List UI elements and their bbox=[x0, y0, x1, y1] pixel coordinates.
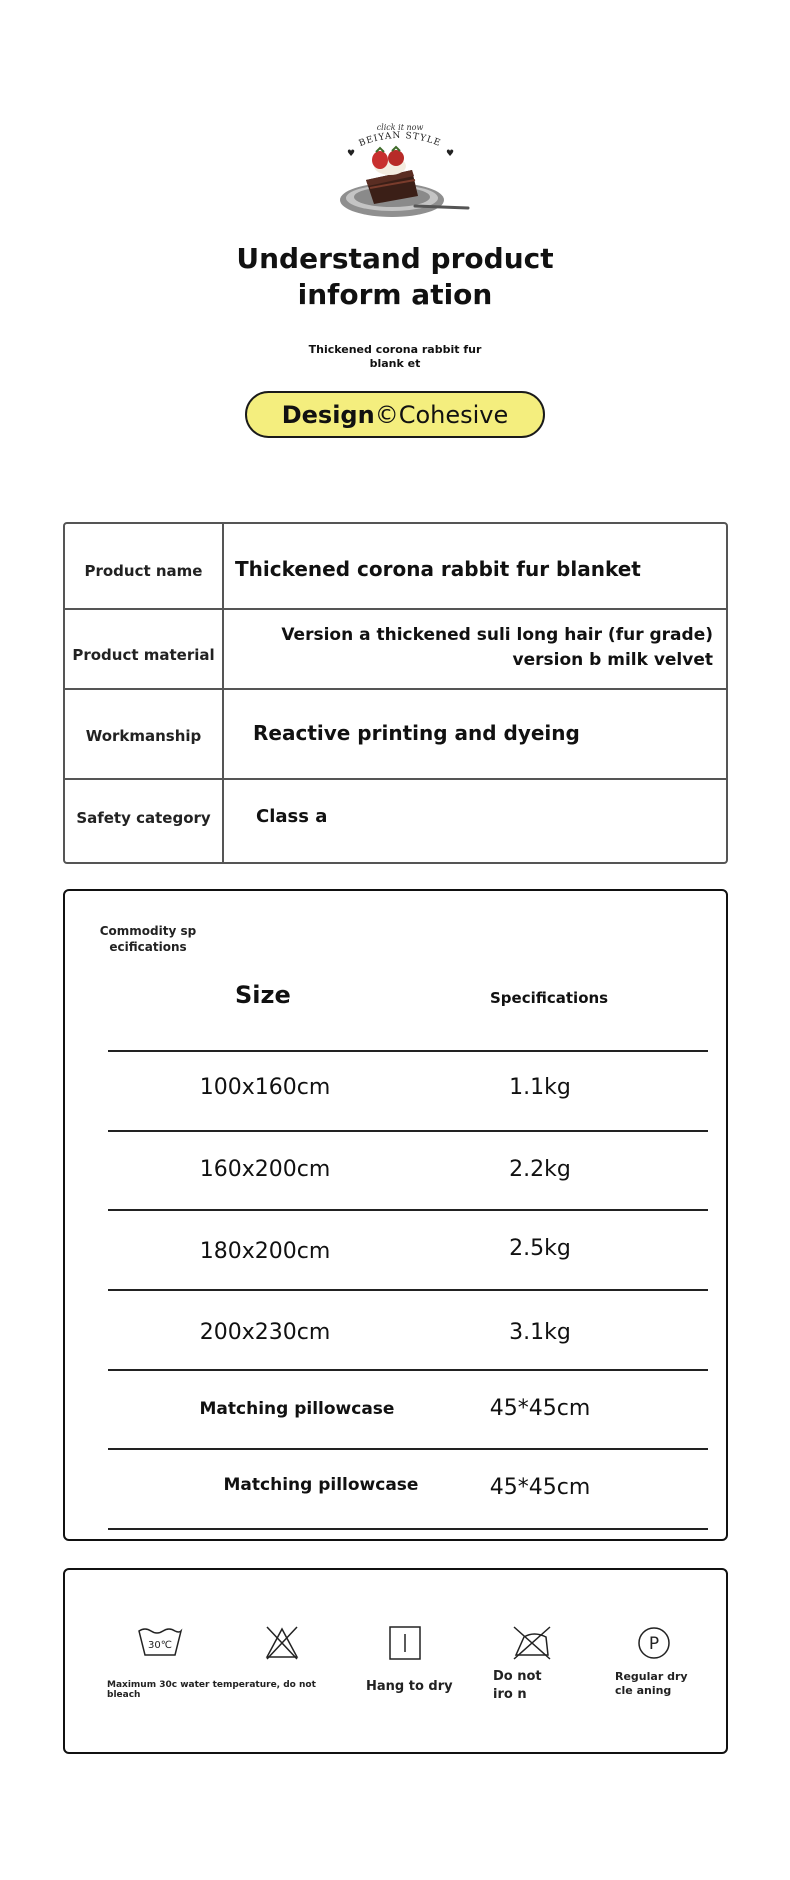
svg-text:♥: ♥ bbox=[347, 149, 356, 159]
label-safety-category: Safety category bbox=[76, 809, 211, 827]
specifications-table bbox=[63, 889, 728, 1541]
brand-logo bbox=[330, 118, 470, 223]
product-info-table bbox=[63, 522, 728, 864]
table-row-size: 160x200cm bbox=[199, 1157, 331, 1182]
care-label-hang-dry: Hang to dry bbox=[366, 1679, 453, 1694]
logo-arc-text: BEIYAN STYLE bbox=[357, 130, 443, 150]
value-product-name: Thickened corona rabbit fur blanket bbox=[235, 557, 641, 581]
header-size: Size bbox=[235, 981, 291, 1009]
care-label-dry-clean: Regular dry cle aning bbox=[615, 1670, 688, 1697]
svg-text:♥: ♥ bbox=[446, 149, 455, 159]
table-row-spec: 1.1kg bbox=[509, 1075, 571, 1100]
label-workmanship: Workmanship bbox=[85, 727, 202, 745]
page-subtitle: Thickened corona rabbit fur blank et bbox=[308, 343, 482, 370]
value-safety-category: Class a bbox=[256, 806, 328, 827]
page-title: Understand product inform ation bbox=[236, 242, 554, 311]
label-product-material: Product material bbox=[72, 646, 215, 664]
table-row-spec: 45*45cm bbox=[489, 1475, 591, 1500]
table-row-spec: 2.5kg bbox=[509, 1236, 571, 1261]
design-badge bbox=[245, 391, 545, 438]
label-product-name: Product name bbox=[84, 562, 203, 580]
care-instructions bbox=[63, 1568, 728, 1754]
header-specifications: Specifications bbox=[490, 989, 609, 1007]
table-row-spec: 45*45cm bbox=[489, 1396, 591, 1421]
value-workmanship: Reactive printing and dyeing bbox=[253, 721, 580, 745]
no-iron-icon bbox=[512, 1625, 552, 1661]
dry-clean-p-icon bbox=[637, 1626, 671, 1660]
table-row-size: 100x160cm bbox=[199, 1075, 331, 1100]
care-label-wash: Maximum 30c water temperature, do not bleach bbox=[107, 1680, 316, 1700]
care-label-no-iron: Do not iro n bbox=[493, 1669, 542, 1702]
table-row-size: 200x230cm bbox=[199, 1320, 331, 1345]
table-row-size: Matching pillowcase bbox=[199, 1399, 395, 1419]
hang-dry-icon bbox=[388, 1625, 422, 1661]
table-row-size: 180x200cm bbox=[199, 1239, 331, 1264]
table-row-spec: 3.1kg bbox=[509, 1320, 571, 1345]
specs-caption: Commodity sp ecifications bbox=[99, 924, 197, 954]
svg-text:P: P bbox=[648, 1634, 660, 1654]
wash-temp-text: 30℃ bbox=[148, 1640, 172, 1651]
table-row-spec: 2.2kg bbox=[509, 1157, 571, 1182]
badge-text: ©Cohesive bbox=[374, 400, 509, 429]
wash-30-icon bbox=[137, 1627, 183, 1657]
no-bleach-icon bbox=[264, 1625, 300, 1661]
svg-text:BEIYAN STYLE bbox=[358, 131, 443, 149]
logo-top-text: click it now bbox=[376, 123, 424, 132]
value-product-material: Version a thickened suli long hair (fur grade) version b milk velvet bbox=[281, 625, 713, 670]
badge-bold-text: Design bbox=[281, 400, 375, 429]
table-row-size: Matching pillowcase bbox=[223, 1475, 419, 1495]
